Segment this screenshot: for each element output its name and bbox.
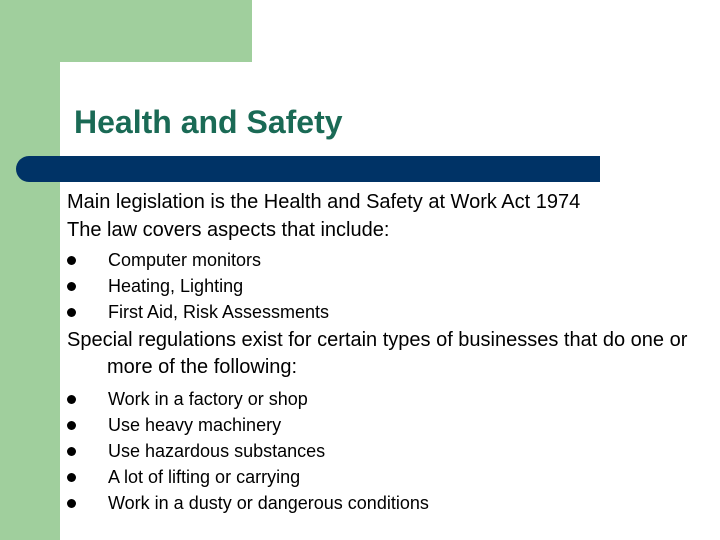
list-item-label: Use heavy machinery: [108, 415, 282, 435]
list-item-label: Work in a factory or shop: [108, 389, 308, 409]
intro-line-legislation: Main legislation is the Health and Safety at Work Act 1974: [67, 191, 581, 213]
aspects-list: [67, 247, 712, 325]
list-item: [67, 412, 712, 438]
slide-title: Health and Safety: [74, 104, 343, 140]
intro-line-law-covers: The law covers aspects that include:: [67, 219, 390, 241]
list-item-label: Heating, Lighting: [108, 276, 244, 296]
list-item: [67, 464, 712, 490]
green-top-decoration: [0, 0, 252, 62]
slide-body: [67, 188, 712, 516]
title-underline-bar: [16, 156, 600, 182]
list-item: [67, 490, 712, 516]
list-item: [67, 438, 712, 464]
list-item: [67, 386, 712, 412]
bullet-icon: [67, 421, 76, 430]
list-item: [67, 273, 712, 299]
bullet-icon: [67, 447, 76, 456]
special-regulations-text: Special regulations exist for certain types of businesses that do one or more of the following:: [67, 329, 688, 378]
bullet-icon: [67, 308, 76, 317]
list-item-label: First Aid, Risk Assessments: [108, 302, 330, 322]
bullet-icon: [67, 473, 76, 482]
list-item: [67, 247, 712, 273]
list-item: [67, 299, 712, 325]
bullet-icon: [67, 395, 76, 404]
bullet-icon: [67, 499, 76, 508]
list-item-label: Use hazardous substances: [108, 441, 326, 461]
bullet-icon: [67, 282, 76, 291]
business-types-list: [67, 386, 712, 516]
list-item-label: Work in a dusty or dangerous conditions: [108, 493, 429, 513]
green-sidebar-decoration: [0, 0, 60, 540]
list-item-label: A lot of lifting or carrying: [108, 467, 301, 487]
list-item-label: Computer monitors: [108, 250, 262, 270]
bullet-icon: [67, 256, 76, 265]
